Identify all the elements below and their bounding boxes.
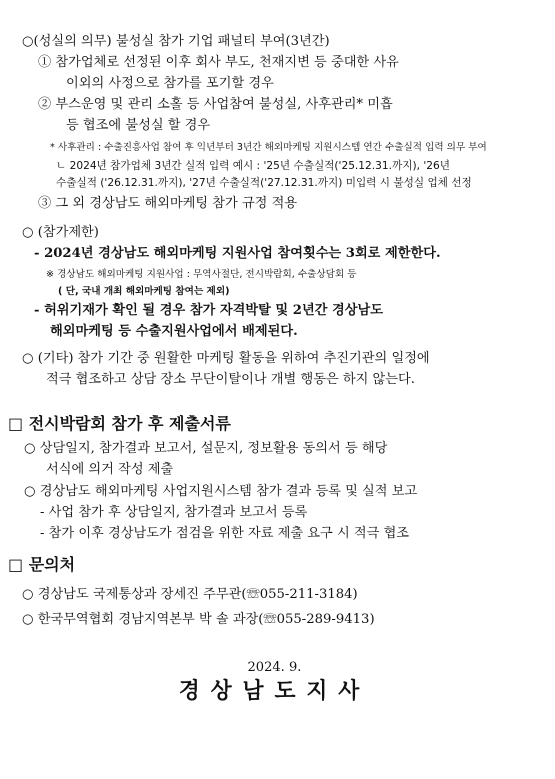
limit-rule-2: - 허위기재가 확인 될 경우 참가 자격박탈 및 2년간 경상남도 [34,303,383,318]
aftercare-example-cont: 수출실적 ('26.12.31.까지), '27년 수출실적('27.12.31.까지) 미입력 시 불성실 업체 선정 [56,177,472,189]
duty-item-3: ③ 그 외 경상남도 해외마케팅 참가 규정 적용 [38,196,298,211]
duty-heading: ○(성실의 의무) 불성실 참가 기업 패널티 부여(3년간) [22,34,330,49]
limit-rule-1: - 2024년 경상남도 해외마케팅 지원사업 참여횟수는 3회로 제한한다. [34,246,441,261]
document-date: 2024. 9. [247,660,302,675]
documents-heading: □ 전시박람회 참가 후 제출서류 [8,414,231,433]
documents-item-2: ○ 경상남도 해외마케팅 사업지원시스템 참가 결과 등록 및 실적 보고 [24,484,418,499]
duty-item-1-cont: 이외의 사정으로 참가를 포기할 경우 [66,76,274,91]
aftercare-note: * 사후관리 : 수출진흥사업 참여 후 익년부터 3년간 해외마케팅 지원시스템 연간 수출실적 입력 의무 부여 [50,142,487,153]
documents-subitem-1: - 사업 참가 후 상담일지, 참가결과 보고서 등록 [40,505,308,520]
etc-line-2: 적극 협조하고 상담 장소 무단이탈이나 개별 행동은 하지 않는다. [46,372,415,387]
contact-kita: ○ 한국무역협회 경남지역본부 박 솔 과장(☏055-289-9413) [22,612,375,627]
duty-item-2: ② 부스운영 및 관리 소홀 등 사업참여 불성실, 사후관리* 미흡 [38,97,393,112]
documents-item-1: ○ 상담일지, 참가결과 보고서, 설문지, 정보활용 동의서 등 해당 [24,441,388,456]
signer-title: 경상남도지사 [178,678,371,704]
limit-note: ※ 경상남도 해외마케팅 지원사업 : 무역사절단, 전시박람회, 수출상담회 등 [46,269,357,280]
documents-item-1-cont: 서식에 의거 작성 제출 [46,462,174,477]
aftercare-example: ㄴ 2024년 참가업체 3년간 실적 입력 예시 : '25년 수출실적('25.12.31.까지), '26년 [56,160,450,172]
limit-note-exception: ( 단, 국내 개최 해외마케팅 참여는 제외) [58,286,230,297]
duty-item-2-cont: 등 협조에 불성실 할 경우 [66,118,211,133]
contact-heading: □ 문의처 [8,555,76,574]
contact-gyeongnam: ○ 경상남도 국제통상과 장세진 주무관(☏055-211-3184) [22,587,358,602]
limit-heading: ○ (참가제한) [22,225,99,240]
documents-subitem-2: - 참가 이후 경상남도가 점검을 위한 자료 제출 요구 시 적극 협조 [40,526,410,541]
duty-item-1: ① 참가업체로 선정된 이후 회사 부도, 천재지변 등 중대한 사유 [38,55,399,70]
etc-line-1: ○ (기타) 참가 기간 중 원활한 마케팅 활동을 위하여 추진기관의 일정에 [22,351,430,366]
limit-rule-2-cont: 해외마케팅 등 수출지원사업에서 배제된다. [50,324,298,339]
